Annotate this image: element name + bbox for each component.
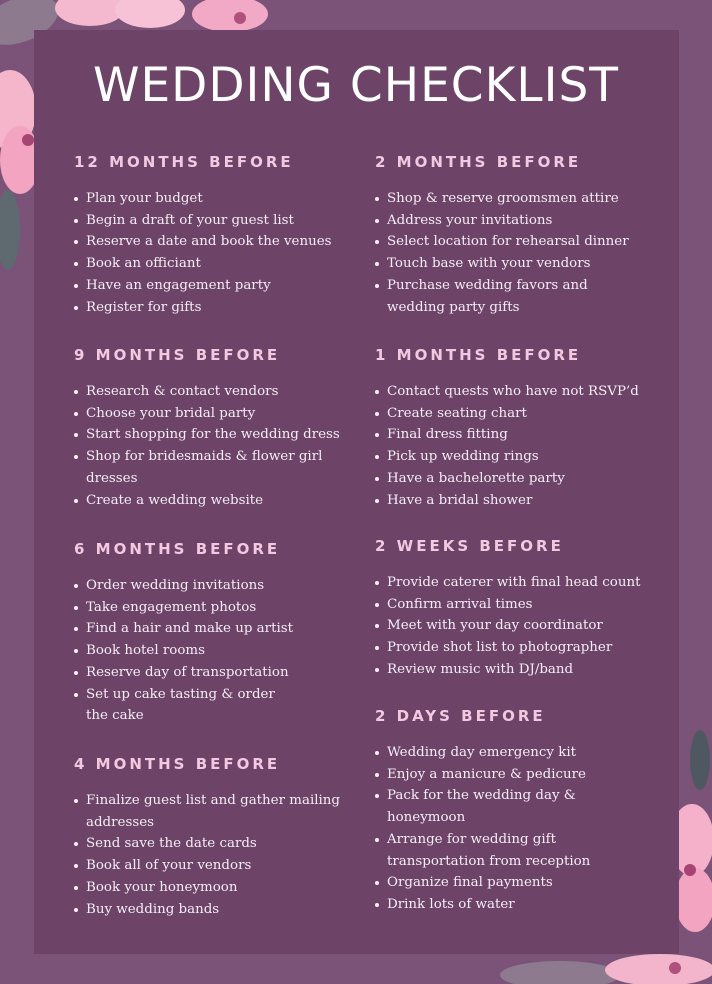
list-item: Drink lots of water bbox=[375, 894, 675, 916]
list-item: Finalize guest list and gather mailing bbox=[74, 790, 374, 812]
list-item-continued: addresses bbox=[86, 814, 154, 830]
list-item: Plan your budget bbox=[74, 188, 374, 210]
list-item: Send save the date cards bbox=[74, 833, 374, 855]
checklist bbox=[375, 381, 675, 511]
section-title: 6 MONTHS BEFORE bbox=[74, 540, 281, 558]
checklist bbox=[375, 188, 675, 318]
section-12-months bbox=[74, 155, 374, 318]
checklist bbox=[375, 572, 675, 681]
list-item-continued: the cake bbox=[86, 708, 144, 724]
list-item: Purchase wedding favors and bbox=[375, 275, 675, 297]
list-item: Have a bachelorette party bbox=[375, 468, 675, 490]
list-item: Confirm arrival times bbox=[375, 594, 675, 616]
section-title: 1 MONTHS BEFORE bbox=[375, 346, 582, 364]
list-item: Book your honeymoon bbox=[74, 877, 374, 899]
section-title: 4 MONTHS BEFORE bbox=[74, 755, 281, 773]
list-item: Address your invitations bbox=[375, 210, 675, 232]
list-item: Book all of your vendors bbox=[74, 855, 374, 877]
list-item: Contact quests who have not RSVP’d bbox=[375, 381, 675, 403]
checklist bbox=[74, 188, 374, 318]
list-item: Reserve day of transportation bbox=[74, 662, 374, 684]
list-item: Book an officiant bbox=[74, 253, 374, 275]
list-item: Take engagement photos bbox=[74, 597, 374, 619]
list-item: Order wedding invitations bbox=[74, 575, 374, 597]
list-item: Create a wedding website bbox=[74, 490, 374, 512]
list-item: Select location for rehearsal dinner bbox=[375, 231, 675, 253]
list-item: Review music with DJ/band bbox=[375, 659, 675, 681]
section-title: 12 MONTHS BEFORE bbox=[74, 153, 294, 171]
list-item: Pack for the wedding day & bbox=[375, 785, 675, 807]
checklist bbox=[74, 575, 374, 727]
section-title: 2 DAYS BEFORE bbox=[375, 707, 546, 725]
list-item: Create seating chart bbox=[375, 403, 675, 425]
list-item: Final dress fitting bbox=[375, 424, 675, 446]
list-item: Shop & reserve groomsmen attire bbox=[375, 188, 675, 210]
list-item: Research & contact vendors bbox=[74, 381, 374, 403]
list-item-continued: dresses bbox=[86, 470, 138, 486]
section-9-months bbox=[74, 348, 374, 511]
list-item-continued: transportation from reception bbox=[387, 853, 591, 869]
list-item: Find a hair and make up artist bbox=[74, 618, 374, 640]
section-2-weeks bbox=[375, 539, 675, 681]
section-4-months bbox=[74, 757, 374, 920]
list-item: Book hotel rooms bbox=[74, 640, 374, 662]
list-item: Register for gifts bbox=[74, 297, 374, 319]
section-title: 2 WEEKS BEFORE bbox=[375, 537, 564, 555]
list-item: Begin a draft of your guest list bbox=[74, 210, 374, 232]
checklist bbox=[375, 742, 675, 916]
list-item: Organize final payments bbox=[375, 872, 675, 894]
checklist bbox=[74, 790, 374, 920]
section-title: 2 MONTHS BEFORE bbox=[375, 153, 582, 171]
list-item-continued: honeymoon bbox=[387, 810, 466, 826]
list-item: Provide caterer with final head count bbox=[375, 572, 675, 594]
section-title: 9 MONTHS BEFORE bbox=[74, 346, 281, 364]
section-2-days bbox=[375, 709, 675, 916]
section-1-months bbox=[375, 348, 675, 511]
list-item-continued: wedding party gifts bbox=[387, 299, 520, 315]
list-item: Provide shot list to photographer bbox=[375, 637, 675, 659]
list-item: Have an engagement party bbox=[74, 275, 374, 297]
list-item: Choose your bridal party bbox=[74, 403, 374, 425]
list-item: Reserve a date and book the venues bbox=[74, 231, 374, 253]
list-item: Meet with your day coordinator bbox=[375, 615, 675, 637]
list-item: Start shopping for the wedding dress bbox=[74, 424, 374, 446]
checklist bbox=[74, 381, 374, 511]
section-6-months bbox=[74, 542, 374, 727]
list-item: Arrange for wedding gift bbox=[375, 829, 675, 851]
list-item: Buy wedding bands bbox=[74, 899, 374, 921]
list-item: Have a bridal shower bbox=[375, 490, 675, 512]
section-2-months bbox=[375, 155, 675, 318]
page-title: WEDDING CHECKLIST bbox=[92, 58, 619, 113]
list-item: Pick up wedding rings bbox=[375, 446, 675, 468]
list-item: Set up cake tasting & order bbox=[74, 684, 374, 706]
list-item: Enjoy a manicure & pedicure bbox=[375, 764, 675, 786]
list-item: Shop for bridesmaids & flower girl bbox=[74, 446, 374, 468]
list-item: Touch base with your vendors bbox=[375, 253, 675, 275]
list-item: Wedding day emergency kit bbox=[375, 742, 675, 764]
